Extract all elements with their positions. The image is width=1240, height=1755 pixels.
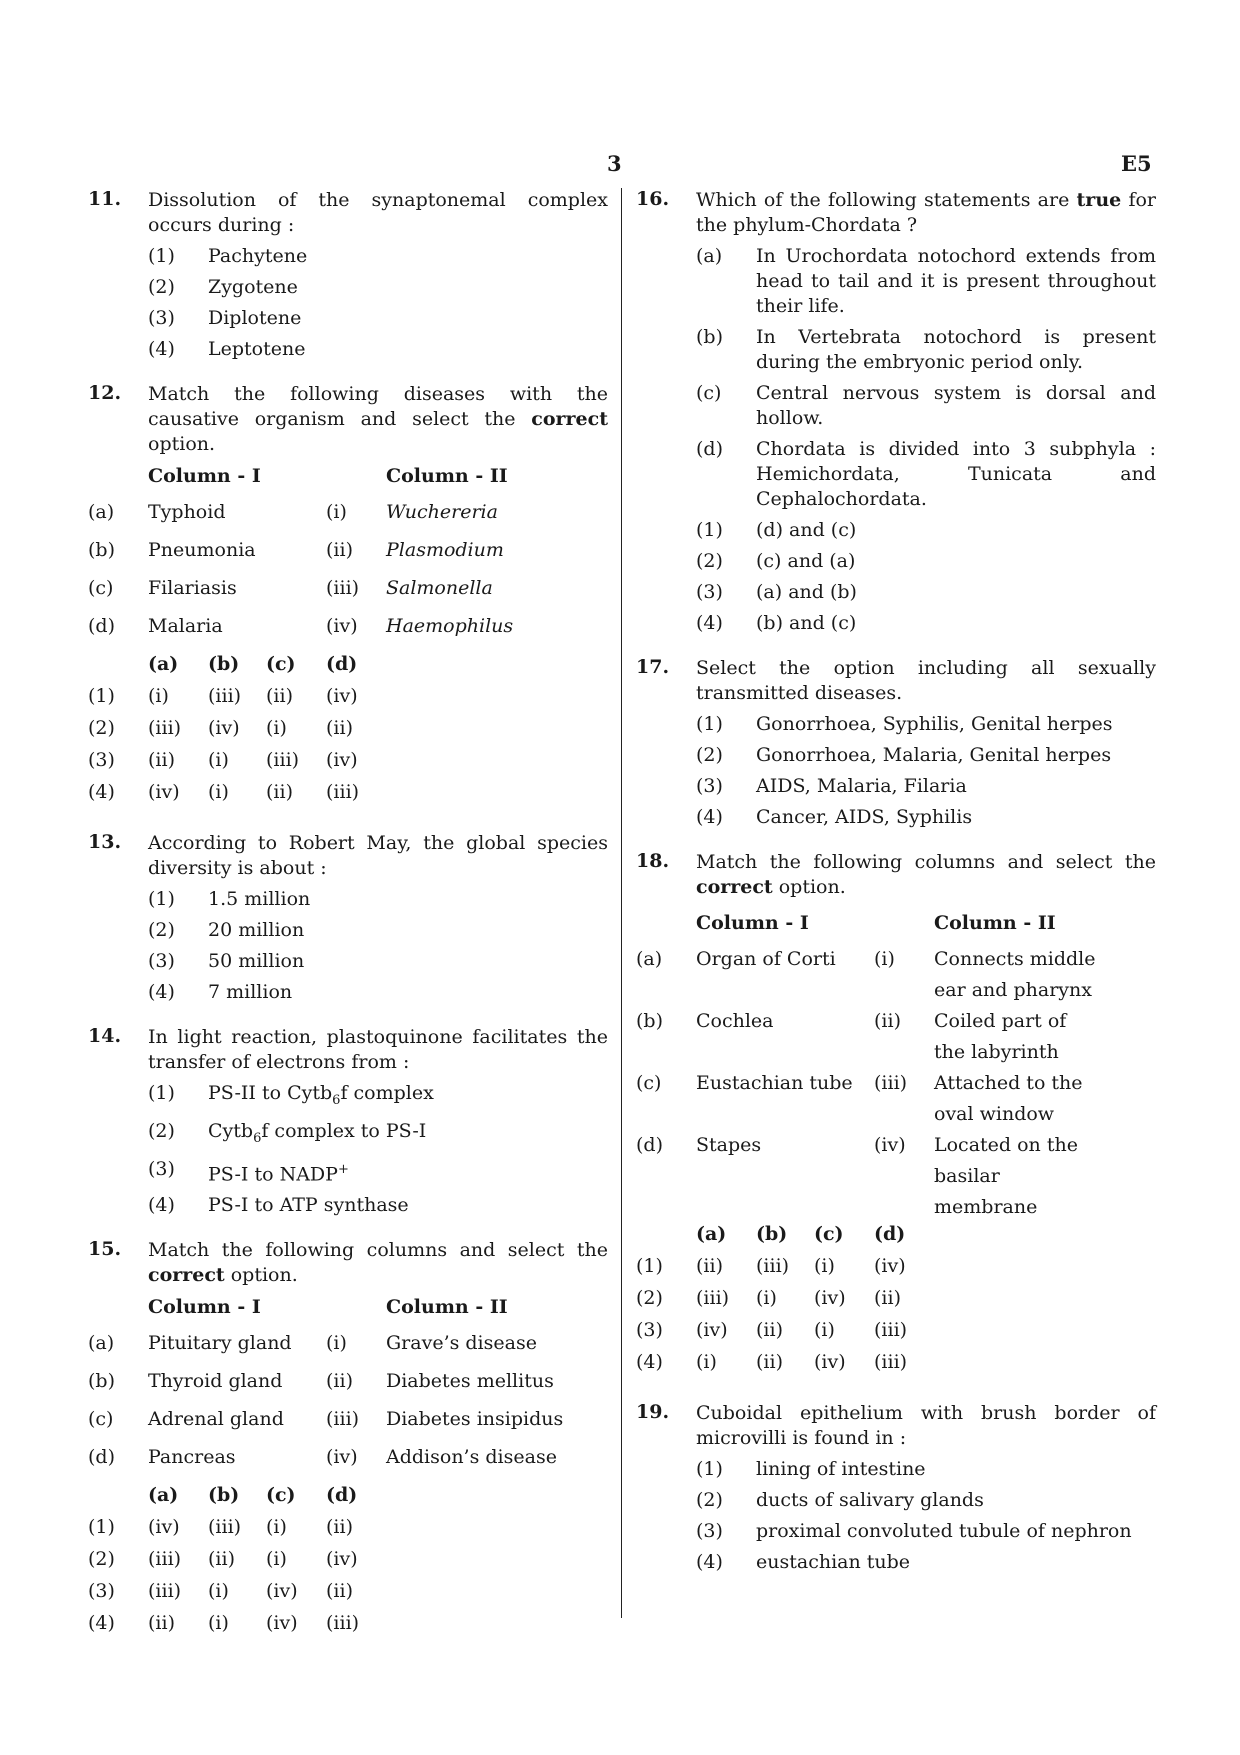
match-row: (a) Organ of Corti (i) Connects middle ear and pharynx [636, 948, 1096, 1001]
option-4[interactable] [148, 337, 608, 362]
question-15 [88, 1238, 608, 1644]
answer-option-3[interactable]: (3) (ii) (i) (iii) (iv) [88, 749, 358, 771]
option-4[interactable]: (4) Cancer, AIDS, Syphilis [696, 806, 973, 828]
question-number: 18. [636, 850, 670, 872]
option-2[interactable]: (2) (c) and (a) [696, 550, 856, 572]
question-18 [636, 850, 1156, 1383]
option-label: (2) [148, 276, 175, 298]
answer-table: (a) (b) (c) (d) (1) (iv) (iii) (i) (ii) (2) (iii) (ii) (i) (iv) (3) (iii) (i) (iv) (ii) (4) (ii) (i) (iv) (iii) [88, 1484, 359, 1644]
option-2[interactable]: (2) ducts of salivary glands [696, 1489, 984, 1511]
match-row: (a) Pituitary gland (i) Grave’s disease [88, 1331, 537, 1354]
match-row: (d) Malaria (iv) Haemophilus [88, 615, 514, 637]
answer-option-4[interactable]: (4) (ii) (i) (iv) (iii) [88, 1611, 360, 1634]
option-label: (1) [148, 888, 175, 910]
option-3[interactable]: (3) (a) and (b) [696, 581, 857, 603]
answer-table: (a) (b) (c) (d) (1) (ii) (iii) (i) (iv) (2) (iii) (i) (iv) (ii) (3) (iv) (ii) (i) (iii) (4) (i) (ii) (iv) (iii) [636, 1223, 907, 1383]
option-1[interactable]: (1) Gonorrhoea, Syphilis, Genital herpes [696, 713, 1113, 735]
statement-d: (d) Chordata is divided into 3 subphyla : Hemichordata, Tunicata and Cephalochordata. [696, 438, 1156, 510]
option-1[interactable]: (1) PS-II to Cytb$_6$f complex [148, 1082, 434, 1108]
option-text: 7 million [208, 981, 293, 1003]
match-row: (b) Pneumonia (ii) Plasmodium [88, 539, 504, 561]
column-divider [621, 188, 622, 1618]
statement-a: (a) In Urochordata notochord extends from head to tail and it is present throughout their life. [696, 245, 1156, 317]
question-11 [88, 188, 608, 362]
question-13 [88, 831, 608, 1005]
option-label: (2) [148, 919, 175, 941]
match-row: (d) Stapes (iv) Located on the basilar membrane [636, 1134, 1078, 1218]
option-3[interactable]: (3) PS-I to NADP+ [148, 1157, 349, 1185]
option-3[interactable] [148, 949, 608, 974]
question-number: 12. [88, 382, 122, 404]
answer-option-1[interactable]: (1) (ii) (iii) (i) (iv) [636, 1255, 906, 1277]
question-stem: Match the following diseases with the causative organism and select the correct option. [148, 383, 608, 455]
question-number: 15. [88, 1237, 122, 1260]
question-12 [88, 382, 608, 813]
match-row: (b) Cochlea (ii) Coiled part of the labyrinth [636, 1010, 1067, 1063]
statement-c: (c) Central nervous system is dorsal and hollow. [696, 382, 1156, 429]
match-row: (c) Filariasis (iii) Salmonella [88, 577, 493, 599]
option-4[interactable]: (4) PS-I to ATP synthase [148, 1193, 409, 1216]
answer-option-3[interactable]: (3) (iii) (i) (iv) (ii) [88, 1579, 353, 1602]
question-16 [636, 188, 1156, 636]
match-table: Column - I Column - II (a) Organ of Corti (i) Connects middle ear and pharynx (b) Cochlea (ii) Coiled part of the labyrinth (c) Eustachian tube (iii) Attached to the oval window (d) Stapes (iv) Located on the basilar membrane [636, 908, 1099, 1223]
option-1[interactable]: (1) lining of intestine [696, 1458, 926, 1480]
option-label: (4) [148, 338, 175, 360]
question-number: 13. [88, 831, 122, 853]
question-stem: Dissolution of the synaptonemal complex occurs during : [148, 189, 608, 236]
question-stem: Match the following columns and select the correct option. [148, 1238, 608, 1286]
question-stem: According to Robert May, the global species diversity is about : [148, 832, 608, 879]
question-14 [88, 1025, 608, 1218]
question-stem: Which of the following statements are true for the phylum-Chordata ? [696, 189, 1157, 236]
answer-option-2[interactable]: (2) (iii) (i) (iv) (ii) [636, 1287, 901, 1309]
question-stem: Select the option including all sexually transmitted diseases. [696, 657, 1156, 704]
question-number: 19. [636, 1401, 670, 1423]
option-4[interactable]: (4) eustachian tube [696, 1551, 911, 1573]
option-label: (4) [148, 981, 175, 1003]
answer-option-2[interactable]: (2) (iii) (ii) (i) (iv) [88, 1547, 358, 1570]
option-4[interactable]: (4) (b) and (c) [696, 612, 857, 634]
left-column [88, 188, 608, 1658]
answer-table: (a) (b) (c) (d) (1) (i) (iii) (ii) (iv) (2) (iii) (iv) (i) (ii) (3) (ii) (i) (iii) (iv) (4) (iv) (i) (ii) (iii) [88, 653, 359, 813]
match-row: (b) Thyroid gland (ii) Diabetes mellitus [88, 1369, 554, 1392]
question-number: 14. [88, 1025, 122, 1047]
answer-option-4[interactable]: (4) (iv) (i) (ii) (iii) [88, 781, 360, 803]
option-label: (3) [148, 950, 175, 972]
option-3[interactable]: (3) AIDS, Malaria, Filaria [696, 775, 967, 797]
option-2[interactable]: (2) Gonorrhoea, Malaria, Genital herpes [696, 744, 1112, 766]
option-text: Pachytene [208, 245, 308, 267]
option-text: 20 million [208, 919, 305, 941]
option-label: (3) [148, 307, 175, 329]
option-1[interactable]: (1) (d) and (c) [696, 519, 857, 541]
option-text: 1.5 million [208, 888, 311, 910]
match-row: (a) Typhoid (i) Wuchereria [88, 501, 498, 523]
option-2[interactable]: (2) Cytb$_6$f complex to PS-I [148, 1119, 427, 1146]
match-row: (c) Adrenal gland (iii) Diabetes insipidus [88, 1407, 564, 1430]
option-label: (1) [148, 245, 175, 267]
question-stem: In light reaction, plastoquinone facilitates the transfer of electrons from : [148, 1026, 608, 1073]
answer-option-4[interactable]: (4) (i) (ii) (iv) (iii) [636, 1351, 908, 1373]
match-table: Column - I Column - II (a) Typhoid (i) Wuchereria (b) Pneumonia (ii) Plasmodium (c) Filariasis (iii) Salmonella (d) Malaria (iv) Haemophilus [88, 465, 513, 653]
question-17 [636, 656, 1156, 830]
answer-option-2[interactable]: (2) (iii) (iv) (i) (ii) [88, 717, 353, 739]
option-3[interactable]: (3) proximal convoluted tubule of nephron [696, 1520, 1132, 1542]
option-text: Diplotene [208, 307, 302, 329]
statement-b: (b) In Vertebrata notochord is present during the embryonic period only. [696, 326, 1156, 373]
option-1[interactable] [148, 244, 608, 269]
option-3[interactable] [148, 306, 608, 331]
question-number: 11. [88, 188, 122, 210]
question-19 [636, 1401, 1156, 1575]
option-text: 50 million [208, 950, 305, 972]
match-row: (c) Eustachian tube (iii) Attached to the oval window [636, 1072, 1083, 1125]
option-text: Zygotene [208, 276, 298, 298]
page-number: 3 [607, 151, 622, 176]
match-row: (d) Pancreas (iv) Addison’s disease [88, 1445, 557, 1468]
option-1[interactable] [148, 887, 608, 912]
booklet-code: E5 [1121, 151, 1152, 176]
right-column [636, 188, 1156, 1589]
option-4[interactable] [148, 980, 608, 1005]
answer-option-3[interactable]: (3) (iv) (ii) (i) (iii) [636, 1319, 908, 1341]
question-number: 17. [636, 656, 670, 678]
option-2[interactable] [148, 918, 608, 943]
option-2[interactable] [148, 275, 608, 300]
answer-option-1[interactable]: (1) (iv) (iii) (i) (ii) [88, 1515, 353, 1538]
answer-option-1[interactable]: (1) (i) (iii) (ii) (iv) [88, 685, 358, 707]
question-stem: Cuboidal epithelium with brush border of microvilli is found in : [696, 1402, 1156, 1449]
match-table: Column - I Column - II (a) Pituitary gland (i) Grave’s disease (b) Thyroid gland (ii) Diabetes mellitus (c) Adrenal gland (iii) Diabetes insipidus (d) Pancreas (iv) Addison’s disease [88, 1296, 563, 1484]
option-text: Leptotene [208, 338, 306, 360]
question-number: 16. [636, 188, 670, 210]
question-stem: Match the following columns and select the correct option. [696, 851, 1156, 898]
